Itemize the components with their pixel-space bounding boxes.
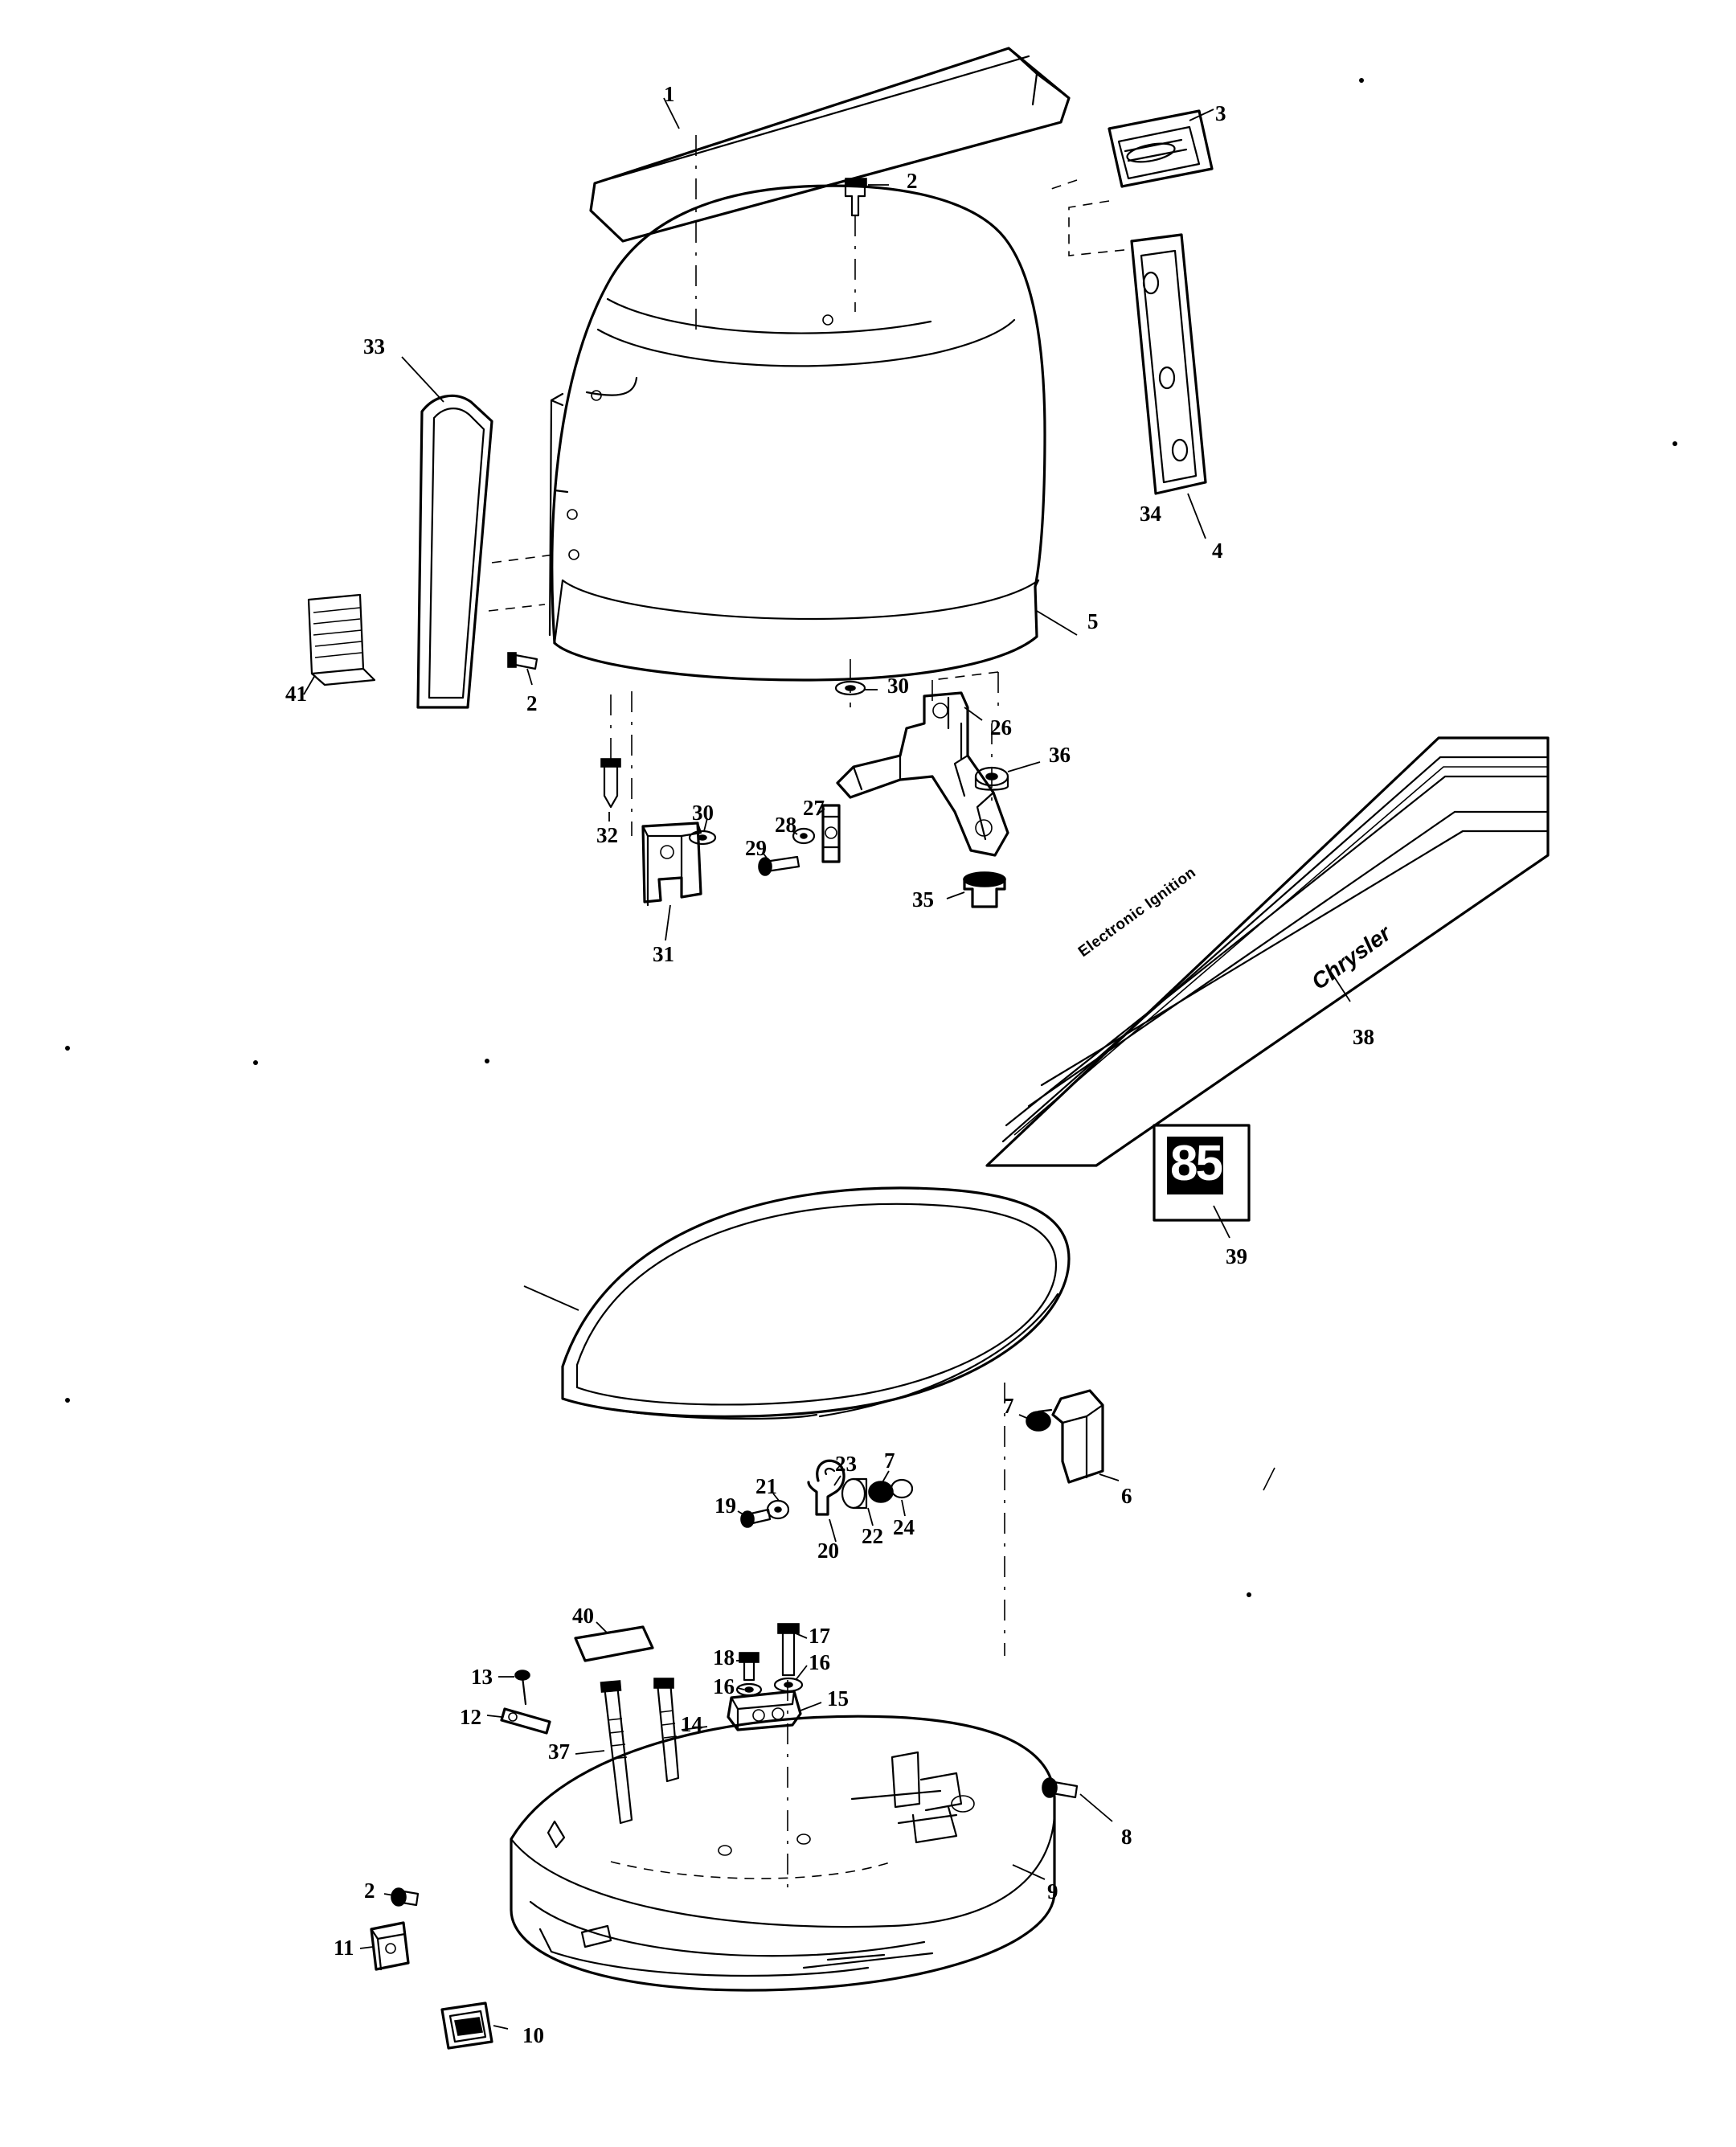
callout-19: 19 (714, 1493, 736, 1518)
callout-2-bottom: 2 (364, 1879, 375, 1903)
hp-badge-number: 85 (1170, 1136, 1221, 1191)
callout-7-hook: 7 (884, 1448, 895, 1473)
part-1-top-trim (591, 48, 1069, 241)
callout-18: 18 (713, 1645, 735, 1670)
callout-21: 21 (755, 1474, 777, 1498)
callout-2-top: 2 (907, 169, 918, 193)
part-32-screw (601, 759, 620, 807)
part-33-left-panel (418, 395, 492, 707)
callout-10: 10 (522, 2023, 544, 2047)
part-13-screw (515, 1670, 530, 1704)
part-16-washer-b (737, 1684, 761, 1695)
callout-4: 4 (1212, 539, 1223, 563)
callout-15: 15 (827, 1686, 849, 1711)
callout-12: 12 (460, 1705, 481, 1729)
callout-38: 38 (1353, 1025, 1374, 1049)
callout-31: 31 (653, 942, 674, 966)
part-10-plug (442, 2003, 492, 2048)
part-4-right-rail (1132, 235, 1206, 494)
callout-35: 35 (912, 887, 934, 912)
part-11-clip (371, 1923, 408, 1969)
part-16-washer-a (775, 1678, 802, 1691)
callout-40: 40 (572, 1604, 594, 1628)
part-7-bolt-right (1026, 1410, 1051, 1431)
callout-29: 29 (745, 836, 767, 860)
callout-1: 1 (664, 82, 675, 106)
callout-34: 34 (1140, 502, 1161, 526)
part-18-bolt (739, 1653, 759, 1680)
callout-39: 39 (1226, 1244, 1247, 1268)
part-38-side-decal (987, 738, 1548, 1166)
callout-9: 9 (1047, 1879, 1058, 1903)
part-6-latch-hook (1053, 1391, 1103, 1482)
callout-20: 20 (817, 1539, 839, 1563)
callout-16-b: 16 (713, 1674, 735, 1698)
part-41-decal-pad (309, 595, 375, 685)
callout-26: 26 (990, 715, 1012, 740)
part-14-bolt (654, 1678, 678, 1781)
callout-36: 36 (1049, 743, 1071, 767)
callout-37: 37 (548, 1739, 570, 1764)
callout-27: 27 (803, 796, 825, 820)
callout-17: 17 (809, 1624, 830, 1648)
callout-30-upper: 30 (887, 674, 909, 698)
part-12-plate (502, 1709, 550, 1733)
callout-3: 3 (1215, 101, 1226, 125)
part-40-pad (575, 1627, 653, 1661)
decal-chrysler-text: Chrysler (1307, 920, 1396, 995)
part-8-screw (1042, 1778, 1077, 1797)
part-30-washer-bracket (690, 831, 715, 844)
part-2-screw-left (508, 653, 537, 669)
callout-24: 24 (893, 1515, 915, 1539)
callout-7-right: 7 (1003, 1394, 1014, 1418)
part-26-latch-assembly (837, 693, 1008, 855)
callout-2-left: 2 (526, 691, 538, 715)
part-27-clip (823, 805, 839, 862)
callout-6: 6 (1121, 1484, 1132, 1508)
callout-32: 32 (596, 823, 618, 847)
part-17-bolt (778, 1624, 799, 1675)
callout-13: 13 (471, 1665, 493, 1689)
callout-28: 28 (775, 813, 796, 837)
callout-11: 11 (334, 1936, 354, 1960)
part-2-screw-bottom (391, 1888, 418, 1906)
part-37-long-bolt (601, 1681, 632, 1823)
part-3-vent-plate (1109, 111, 1212, 186)
part-31-bracket (643, 823, 701, 905)
callout-22: 22 (862, 1524, 883, 1548)
callout-41: 41 (285, 682, 307, 706)
callout-33: 33 (363, 334, 385, 359)
decal-electronic-ignition-text: Electronic Ignition (1075, 863, 1200, 961)
callout-8: 8 (1121, 1825, 1132, 1849)
callout-30-bracket: 30 (692, 801, 714, 825)
part-5-engine-cover (550, 186, 1045, 680)
part-9-lower-cowl (511, 1712, 1054, 1990)
part-2-screw-top (845, 178, 866, 215)
callout-14: 14 (681, 1712, 702, 1736)
callout-23: 23 (835, 1452, 857, 1476)
cowl-top-seal (563, 1188, 1069, 1419)
part-35-grommet (964, 872, 1005, 907)
callout-5: 5 (1087, 609, 1099, 633)
callout-16-a: 16 (809, 1650, 830, 1674)
